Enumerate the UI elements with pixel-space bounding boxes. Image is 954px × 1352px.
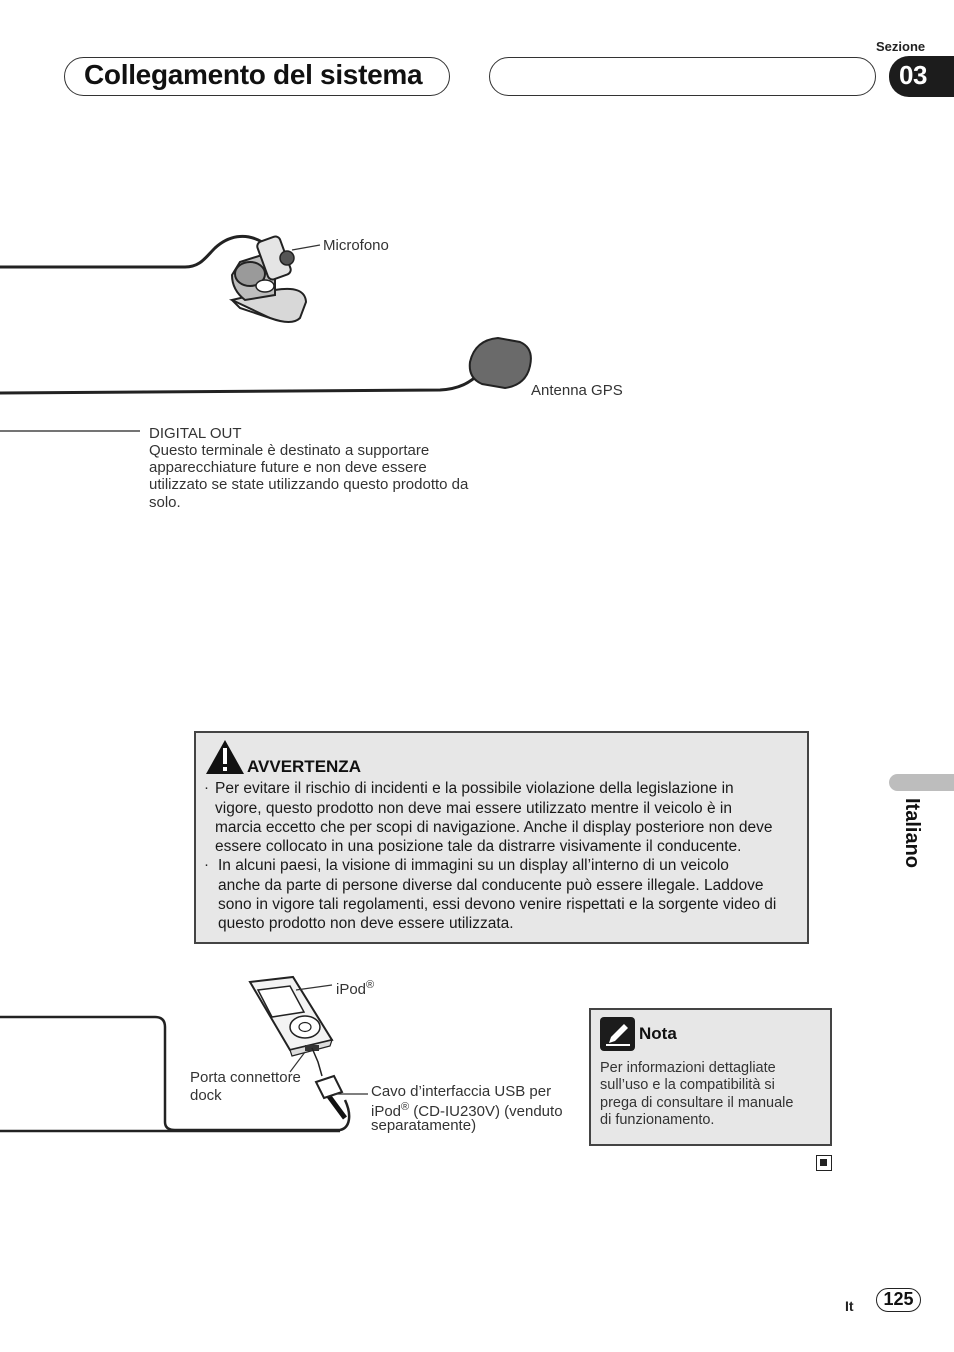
warning-bullet-2: · (204, 856, 209, 873)
note-body (600, 1060, 822, 1130)
warning-item-2-line-1: In alcuni paesi, la visione di immagini su un display all’interno di un veicolo (218, 857, 729, 874)
microphone-icon (232, 235, 306, 322)
digital-out-line-1: Questo terminale è destinato a supportare (149, 442, 430, 459)
language-code: It (845, 1298, 854, 1314)
note-line-1: Per informazioni dettagliate (600, 1060, 776, 1076)
warning-item-2-line-2: anche da parte di persone diverse dal conducente può essere illegale. Laddove (218, 877, 764, 894)
usb-cable-label-2: iPod® (CD-IU230V) (venduto (371, 1101, 563, 1120)
dock-port-label-1: Porta connettore (190, 1069, 301, 1086)
note-title: Nota (639, 1024, 677, 1043)
end-of-section-mark (816, 1155, 832, 1171)
usb-cable-label-3: separatamente) (371, 1117, 477, 1134)
page-number: 125 (883, 1289, 914, 1309)
warning-icon (205, 739, 245, 775)
microphone-label: Microfono (323, 237, 389, 254)
warning-item-2-line-4: questo prodotto non deve essere utilizzata. (218, 915, 514, 932)
warning-item-2-line-3: sono in vigore tali regolamenti, essi devono venire rispettati e la sorgente video di (218, 896, 777, 913)
note-line-3: prega di consultare il manuale (600, 1094, 794, 1111)
section-label: Sezione (876, 39, 926, 54)
page-title: Collegamento del sistema (84, 59, 423, 90)
warning-item-1-line-3: marcia eccetto che per scopi di navigazione. Anche il display posteriore non deve (215, 819, 773, 836)
note-line-2: sull’uso e la compatibilità si (600, 1077, 775, 1094)
microphone-cable (0, 236, 262, 267)
digital-out-title: DIGITAL OUT (149, 425, 242, 442)
gps-cable (0, 375, 478, 393)
digital-out-line-2: apparecchiature future e non deve essere (149, 459, 427, 476)
microphone-leader (292, 245, 320, 250)
usb-cable-label-1: Cavo d’interfaccia USB per (371, 1083, 552, 1100)
note-pencil-icon (600, 1017, 635, 1051)
warning-item-1-line-4: essere collocato in una posizione tale da distrarre visivamente il conducente. (215, 838, 742, 855)
ipod-icon (250, 977, 332, 1056)
section-number: 03 (899, 60, 927, 90)
ipod-leader (296, 985, 332, 990)
dock-connector-icon (312, 1048, 342, 1098)
digital-out-line-4: solo. (149, 494, 181, 511)
ipod-label: iPod® (336, 979, 375, 998)
gps-antenna-icon (470, 338, 531, 388)
warning-bullet-1: · (204, 779, 209, 796)
note-line-4: di funzionamento. (600, 1112, 715, 1129)
digital-out-line-3: utilizzato se state utilizzando questo prodotto da (149, 476, 469, 493)
gps-antenna-label: Antenna GPS (531, 382, 623, 399)
language-label: Italiano (901, 798, 923, 869)
warning-title: AVVERTENZA (247, 757, 361, 776)
warning-item-1-line-2: vigore, questo prodotto non deve mai essere utilizzato mentre il veicolo è in (215, 800, 732, 817)
dock-port-label-2: dock (190, 1087, 222, 1104)
warning-item-1-line-1: Per evitare il rischio di incidenti e la possibile violazione della legislazione in (215, 780, 734, 797)
